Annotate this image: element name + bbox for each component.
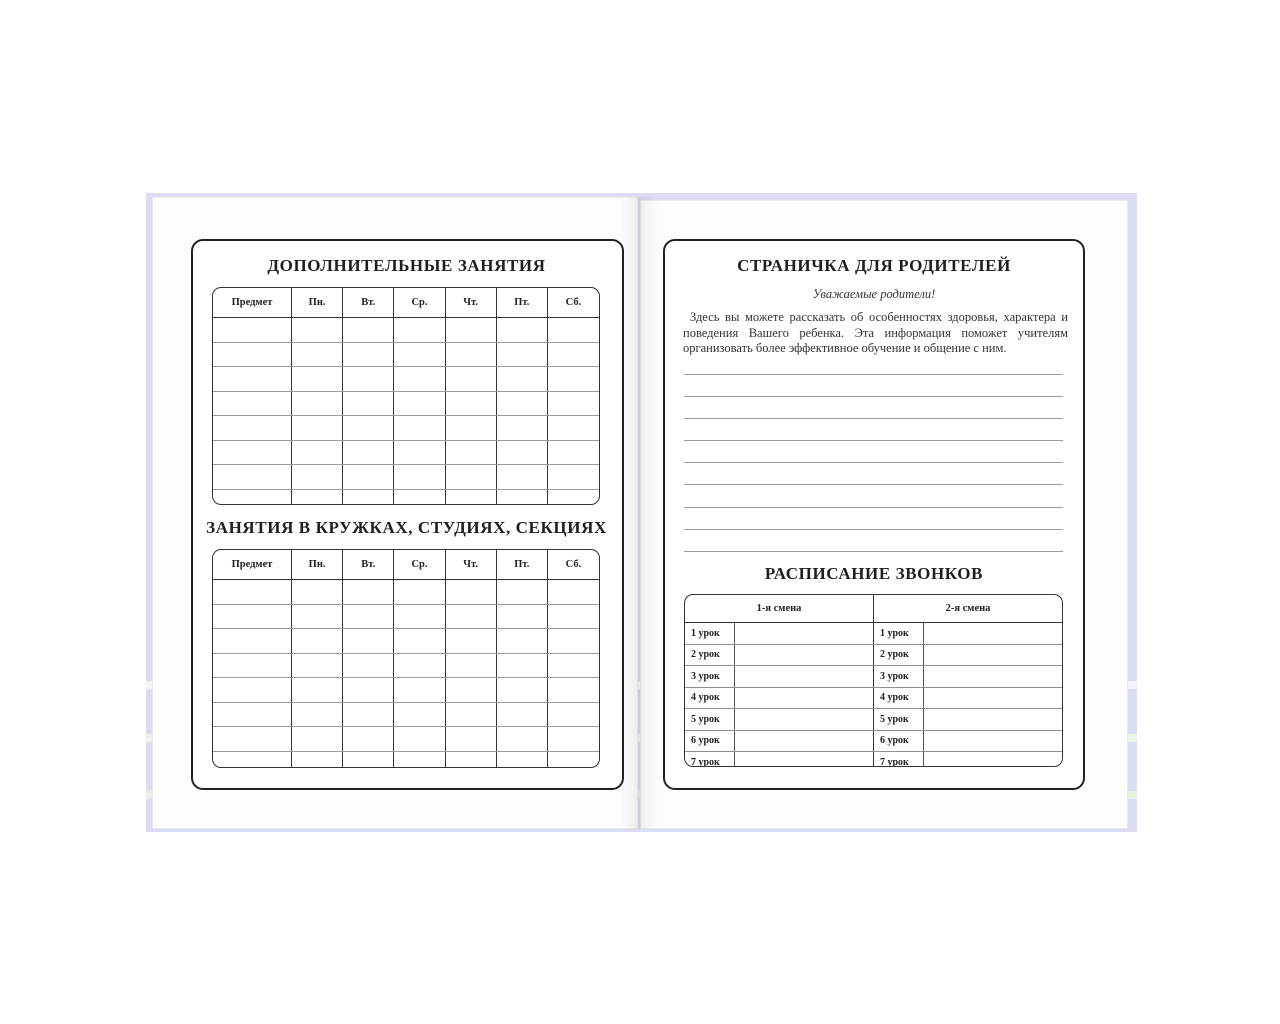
lesson-time-cell <box>924 731 1062 752</box>
writing-line <box>684 440 1063 441</box>
table-cell <box>446 318 497 342</box>
table-cell <box>497 318 548 342</box>
lesson-time-cell <box>924 752 1062 767</box>
lesson-label: 7 урок <box>874 752 924 767</box>
table-cell <box>497 678 548 702</box>
column-header: Пн. <box>292 288 343 317</box>
table-cell <box>292 441 343 465</box>
table-cell <box>497 441 548 465</box>
table-row <box>213 392 599 417</box>
lesson-label: 1 урок <box>874 623 924 644</box>
table-cell <box>548 727 599 751</box>
lesson-time-cell <box>735 645 873 666</box>
table-row <box>213 416 599 441</box>
table-cell <box>394 654 445 678</box>
extra-classes-table <box>212 287 600 505</box>
table-cell <box>446 752 497 769</box>
table-cell <box>292 465 343 489</box>
table-cell <box>343 465 394 489</box>
table-cell <box>446 703 497 727</box>
bell-schedule-table <box>684 594 1063 767</box>
table-cell <box>213 367 292 391</box>
table-cell <box>548 490 599 506</box>
bell-row <box>685 731 1062 753</box>
table-cell <box>548 752 599 769</box>
lesson-label: 3 урок <box>685 666 735 687</box>
bell-schedule-title: РАСПИСАНИЕ ЗВОНКОВ <box>764 564 984 583</box>
table-cell <box>446 629 497 653</box>
bell-schedule-header <box>685 595 1062 623</box>
table-cell <box>394 727 445 751</box>
column-header: Чт. <box>446 550 497 579</box>
table-cell <box>213 678 292 702</box>
table-cell <box>548 580 599 604</box>
table-cell <box>394 441 445 465</box>
table-cell <box>343 629 394 653</box>
table-row <box>213 703 599 728</box>
lesson-time-cell <box>735 623 873 644</box>
table-cell <box>497 343 548 367</box>
table-cell <box>343 367 394 391</box>
table-cell <box>292 605 343 629</box>
table-cell <box>548 654 599 678</box>
lesson-time-cell <box>924 709 1062 730</box>
table-cell <box>394 465 445 489</box>
lesson-time-cell <box>735 709 873 730</box>
table-cell <box>394 678 445 702</box>
table-row <box>213 465 599 490</box>
table-cell <box>343 441 394 465</box>
table-row <box>213 654 599 679</box>
table-cell <box>497 703 548 727</box>
lesson-time-cell <box>735 666 873 687</box>
table-cell <box>548 343 599 367</box>
shift-1-cell <box>685 731 874 752</box>
lesson-label: 2 урок <box>874 645 924 666</box>
table-cell <box>394 343 445 367</box>
table-row <box>213 605 599 630</box>
table-cell <box>497 605 548 629</box>
lesson-time-cell <box>924 688 1062 709</box>
table-cell <box>446 727 497 751</box>
table-cell <box>394 703 445 727</box>
table-cell <box>292 629 343 653</box>
table-cell <box>446 343 497 367</box>
table-cell <box>292 580 343 604</box>
writing-line <box>684 462 1063 463</box>
table-cell <box>292 490 343 506</box>
table-cell <box>446 490 497 506</box>
lesson-label: 4 урок <box>685 688 735 709</box>
table-cell <box>394 318 445 342</box>
table-cell <box>394 580 445 604</box>
lesson-time-cell <box>735 688 873 709</box>
table-cell <box>446 392 497 416</box>
table-cell <box>213 629 292 653</box>
table-cell <box>213 392 292 416</box>
table-header-row <box>213 550 599 580</box>
table-cell <box>213 318 292 342</box>
column-header: Ср. <box>394 288 445 317</box>
bell-row <box>685 688 1062 710</box>
lesson-label: 2 урок <box>685 645 735 666</box>
table-cell <box>213 654 292 678</box>
table-cell <box>497 392 548 416</box>
lesson-time-cell <box>735 752 873 767</box>
table-cell <box>343 416 394 440</box>
table-cell <box>446 605 497 629</box>
shift-2-cell <box>874 688 1062 709</box>
table-cell <box>497 465 548 489</box>
table-cell <box>548 392 599 416</box>
table-cell <box>497 580 548 604</box>
table-cell <box>446 678 497 702</box>
table-cell <box>548 367 599 391</box>
table-row <box>213 318 599 343</box>
table-cell <box>292 392 343 416</box>
table-cell <box>213 343 292 367</box>
table-cell <box>292 654 343 678</box>
table-row <box>213 727 599 752</box>
table-row <box>213 343 599 368</box>
table-row <box>213 367 599 392</box>
table-cell <box>548 465 599 489</box>
shift-2-cell <box>874 623 1062 644</box>
writing-line <box>684 418 1063 419</box>
shift-2-cell <box>874 709 1062 730</box>
column-header: Пт. <box>497 550 548 579</box>
table-cell <box>292 367 343 391</box>
shift-1-cell <box>685 709 874 730</box>
column-header: Пн. <box>292 550 343 579</box>
shift-1-header: 1-я смена <box>685 595 874 622</box>
parents-greeting: Уважаемые родители! <box>812 287 936 301</box>
table-row <box>213 678 599 703</box>
shift-2-cell <box>874 731 1062 752</box>
shift-2-cell <box>874 666 1062 687</box>
parents-paragraph: Здесь вы можете рассказать об особенностях здоровья, характера и поведения Вашего ребенка. Эта информация поможет учителям организовать более эффективное обучение и общение с ним. <box>683 310 1068 356</box>
table-row <box>213 580 599 605</box>
table-cell <box>213 441 292 465</box>
lesson-label: 4 урок <box>874 688 924 709</box>
writing-line <box>684 374 1063 375</box>
table-cell <box>394 752 445 769</box>
table-cell <box>446 654 497 678</box>
writing-line <box>684 396 1063 397</box>
lesson-time-cell <box>924 645 1062 666</box>
bell-row <box>685 752 1062 767</box>
table-row <box>213 629 599 654</box>
table-cell <box>343 752 394 769</box>
shift-1-cell <box>685 752 874 767</box>
bell-row <box>685 623 1062 645</box>
table-cell <box>213 416 292 440</box>
table-cell <box>343 727 394 751</box>
table-cell <box>394 629 445 653</box>
table-cell <box>343 318 394 342</box>
table-cell <box>343 703 394 727</box>
table-cell <box>446 441 497 465</box>
column-header: Пт. <box>497 288 548 317</box>
table-cell <box>394 392 445 416</box>
bell-row <box>685 666 1062 688</box>
lesson-time-cell <box>924 666 1062 687</box>
table-cell <box>497 752 548 769</box>
table-cell <box>548 318 599 342</box>
lesson-label: 6 урок <box>874 731 924 752</box>
column-header: Предмет <box>213 288 292 317</box>
table-row <box>213 490 599 506</box>
column-header: Сб. <box>565 559 582 570</box>
table-cell <box>292 727 343 751</box>
column-header: Сб. <box>565 297 582 308</box>
lesson-time-cell <box>924 623 1062 644</box>
table-cell <box>548 441 599 465</box>
shift-1-cell <box>685 666 874 687</box>
table-cell <box>548 703 599 727</box>
lesson-label: 1 урок <box>685 623 735 644</box>
bell-row <box>685 645 1062 667</box>
column-header: Вт. <box>343 550 394 579</box>
table-cell <box>548 678 599 702</box>
lesson-label: 5 урок <box>874 709 924 730</box>
table-cell <box>213 465 292 489</box>
bell-row <box>685 709 1062 731</box>
table-cell <box>343 605 394 629</box>
column-header: Вт. <box>343 288 394 317</box>
lesson-label: 3 урок <box>874 666 924 687</box>
table-cell <box>497 629 548 653</box>
table-cell <box>343 654 394 678</box>
table-cell <box>213 703 292 727</box>
table-row <box>213 752 599 769</box>
writing-line <box>684 551 1063 552</box>
column-header: Чт. <box>446 288 497 317</box>
table-cell <box>394 367 445 391</box>
table-cell <box>446 580 497 604</box>
table-cell <box>497 416 548 440</box>
table-header-row <box>213 288 599 318</box>
parents-page-title: СТРАНИЧКА ДЛЯ РОДИТЕЛЕЙ <box>737 256 1011 275</box>
table-cell <box>446 367 497 391</box>
table-cell <box>394 605 445 629</box>
table-cell <box>292 343 343 367</box>
table-cell <box>394 490 445 506</box>
table-row <box>213 441 599 466</box>
table-cell <box>497 490 548 506</box>
table-cell <box>213 490 292 506</box>
lesson-time-cell <box>735 731 873 752</box>
table-cell <box>343 580 394 604</box>
lesson-label: 5 урок <box>685 709 735 730</box>
clubs-title: ЗАНЯТИЯ В КРУЖКАХ, СТУДИЯХ, СЕКЦИЯХ <box>206 518 607 537</box>
table-cell <box>446 465 497 489</box>
table-cell <box>213 580 292 604</box>
table-cell <box>548 629 599 653</box>
table-cell <box>292 416 343 440</box>
writing-line <box>684 507 1063 508</box>
shift-2-header: 2-я смена <box>945 603 991 614</box>
table-cell <box>446 416 497 440</box>
table-cell <box>343 392 394 416</box>
book-spine <box>620 197 660 829</box>
table-cell <box>343 678 394 702</box>
table-cell <box>548 416 599 440</box>
clubs-table <box>212 549 600 768</box>
writing-line <box>684 484 1063 485</box>
lesson-label: 7 урок <box>685 752 735 767</box>
table-cell <box>548 605 599 629</box>
lesson-label: 6 урок <box>685 731 735 752</box>
table-cell <box>497 727 548 751</box>
table-cell <box>292 752 343 769</box>
table-cell <box>213 752 292 769</box>
table-cell <box>213 605 292 629</box>
table-cell <box>343 343 394 367</box>
shift-1-cell <box>685 688 874 709</box>
table-cell <box>292 678 343 702</box>
table-cell <box>213 727 292 751</box>
table-cell <box>292 318 343 342</box>
shift-1-cell <box>685 623 874 644</box>
shift-2-cell <box>874 645 1062 666</box>
writing-line <box>684 529 1063 530</box>
table-cell <box>497 367 548 391</box>
column-header: Ср. <box>394 550 445 579</box>
table-cell <box>497 654 548 678</box>
extra-classes-title: ДОПОЛНИТЕЛЬНЫЕ ЗАНЯТИЯ <box>267 256 546 275</box>
shift-2-cell <box>874 752 1062 767</box>
table-cell <box>394 416 445 440</box>
table-cell <box>292 703 343 727</box>
shift-1-cell <box>685 645 874 666</box>
column-header: Предмет <box>213 550 292 579</box>
table-cell <box>343 490 394 506</box>
